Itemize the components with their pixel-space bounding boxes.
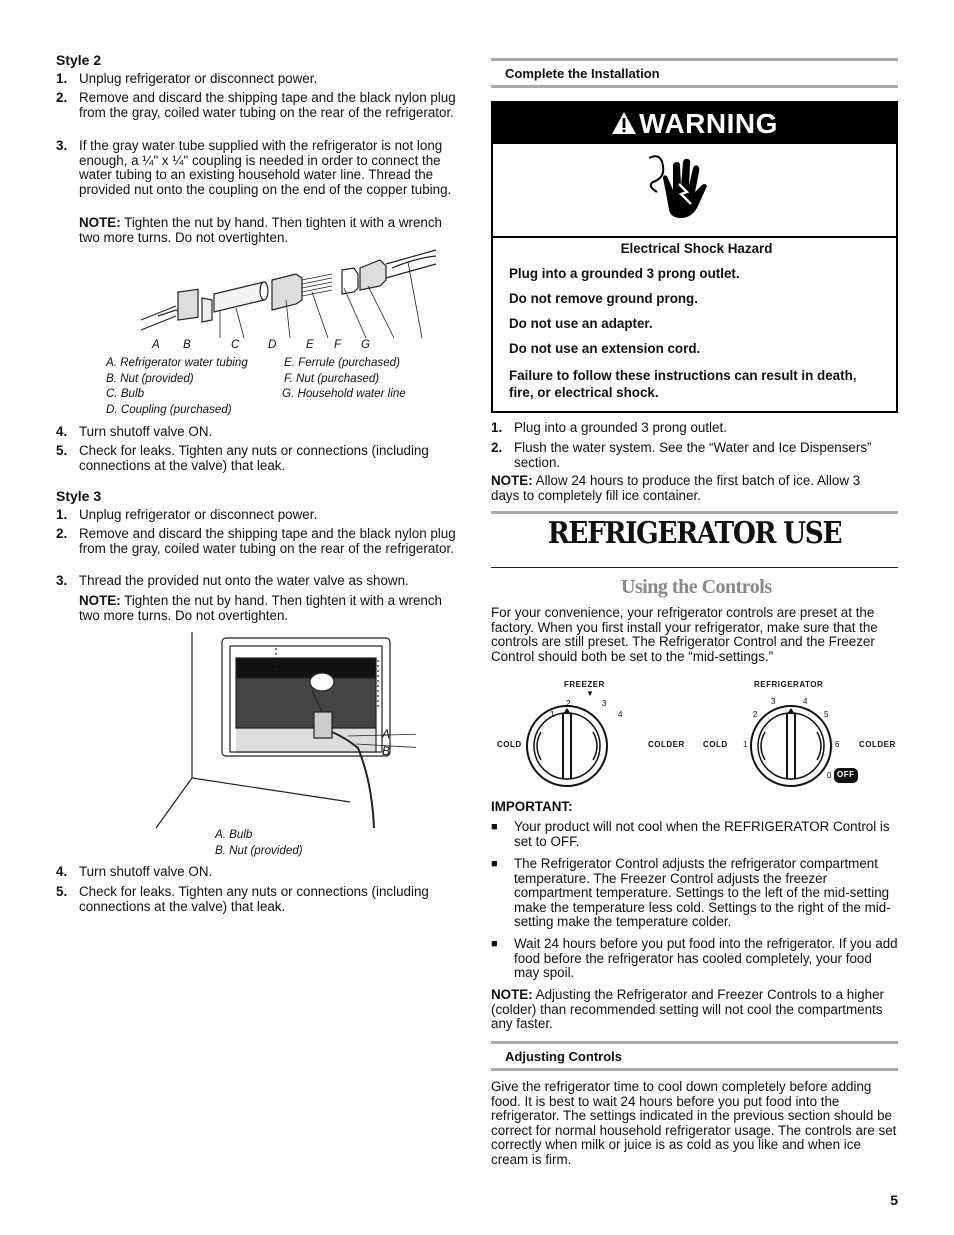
warning-line: Do not remove ground prong. xyxy=(509,291,698,306)
cold-label: COLD xyxy=(497,740,522,749)
colder-label: COLDER xyxy=(648,740,685,749)
divider xyxy=(491,511,898,514)
dial-tick: 4 xyxy=(803,697,808,706)
dial-tick: 3 xyxy=(602,699,607,708)
list-item: 4. Turn shutoff valve ON. xyxy=(56,424,213,439)
list-item: 3. If the gray water tube supplied with the refrigerator is not long enough, a ¼" x ¼" coupling is needed in order to connect the water tubing to an existing household water line. Thread the provided nut onto the coupling on the end of the copper tubing. xyxy=(56,138,452,197)
style3-note: NOTE: Tighten the nut by hand. Then tighten it with a wrench two more turns. Do not overtighten. xyxy=(79,593,442,623)
fig-letter: G xyxy=(361,338,371,351)
fig-letter: A xyxy=(382,727,391,741)
list-item: 2. Remove and discard the shipping tape and the black nylon plug from the gray, coiled water tubing on the rear of the refrigerator. xyxy=(56,526,456,556)
dial-tick: 3 xyxy=(771,697,776,706)
figure-caption: G. Household water line xyxy=(282,387,406,400)
figure-caption: E. Ferrule (purchased) xyxy=(284,356,400,369)
list-item: 1. Unplug refrigerator or disconnect power. xyxy=(56,507,318,522)
list-item: ■ The Refrigerator Control adjusts the refrigerator compartment temperature. The Freezer Control adjusts the freezer compartment temperature. Settings to the left of the mid-setting make the temperature less cold. Settings to the right of the mid-setting make the temperature colder. xyxy=(491,856,891,930)
subsection-title: Using the Controls xyxy=(621,576,772,598)
fig-letter: D xyxy=(268,338,277,351)
figure-caption: A. Refrigerator water tubing xyxy=(106,356,248,369)
divider xyxy=(491,567,898,568)
adjusting-controls-bar xyxy=(491,1041,898,1071)
fig-letter: E xyxy=(306,338,314,351)
list-item: 5. Check for leaks. Tighten any nuts or connections (including connections at the valve) that leak. xyxy=(56,884,429,914)
section-heading: Adjusting Controls xyxy=(505,1049,622,1064)
warning-line: Do not use an adapter. xyxy=(509,316,653,331)
off-badge: OFF xyxy=(834,768,858,783)
warning-line: Do not use an extension cord. xyxy=(509,341,701,356)
fig-letter: B xyxy=(183,338,191,351)
figure-caption: B. Nut (provided) xyxy=(106,372,194,385)
fig-letter: B xyxy=(382,744,391,758)
electric-shock-hand-icon xyxy=(643,152,713,228)
style3-heading: Style 3 xyxy=(56,488,102,504)
freezer-dial xyxy=(511,688,631,794)
water-valve-illustration xyxy=(126,632,416,832)
hazard-title: Electrical Shock Hazard xyxy=(620,241,773,256)
controls-note: NOTE: Adjusting the Refrigerator and Freezer Controls to a higher (colder) than recommended setting will not cool the compartments any faster. xyxy=(491,987,884,1032)
warning-line: Failure to follow these instructions can result in death, fire, or electrical shock. xyxy=(509,368,857,400)
warning-triangle-icon xyxy=(611,111,637,135)
warning-box xyxy=(491,101,898,413)
freezer-label: FREEZER xyxy=(564,680,605,689)
list-item: 1. Unplug refrigerator or disconnect power. xyxy=(56,71,318,86)
figure-caption: B. Nut (provided) xyxy=(215,844,303,857)
list-item: 5. Check for leaks. Tighten any nuts or connections (including connections at the valve) that leak. xyxy=(56,443,429,473)
figure-caption: C. Bulb xyxy=(106,387,145,400)
important-label: IMPORTANT: xyxy=(491,799,573,814)
intro-paragraph: For your convenience, your refrigerator controls are preset at the factory. When you first install your refrigerator, make sure that the controls are still preset. The Refrigerator Control and the Freezer Control should both be set to the “mid-settings.” xyxy=(491,605,878,664)
colder-label: COLDER xyxy=(859,740,896,749)
dial-tick: 4 xyxy=(618,710,623,719)
style2-heading: Style 2 xyxy=(56,52,102,68)
list-item: 4. Turn shutoff valve ON. xyxy=(56,864,213,879)
dial-tick: 2 xyxy=(753,710,758,719)
list-item: 2. Flush the water system. See the “Water and Ice Dispensers” section. xyxy=(491,440,872,470)
list-item: 3. Thread the provided nut onto the water valve as shown. xyxy=(56,573,409,588)
dial-tick: 6 xyxy=(835,740,840,749)
fig-letter: A xyxy=(152,338,160,351)
refrigerator-label: REFRIGERATOR xyxy=(754,680,824,689)
dial-tick: 2 xyxy=(566,699,571,708)
cold-label: COLD xyxy=(703,740,728,749)
warnicon-area xyxy=(493,144,896,238)
page-number: 5 xyxy=(890,1192,898,1208)
dial-zero: 0 xyxy=(827,771,832,780)
fig-letter: F xyxy=(334,338,342,351)
fig-letter: C xyxy=(231,338,240,351)
style2-note: NOTE: Tighten the nut by hand. Then tighten it with a wrench two more turns. Do not overtighten. xyxy=(79,215,442,245)
dial-tick-arrow: ▼ xyxy=(586,689,595,698)
section-title: REFRIGERATOR USE xyxy=(547,516,842,551)
warning-line: Plug into a grounded 3 prong outlet. xyxy=(509,266,740,281)
complete-installation-bar xyxy=(491,58,898,88)
figure-caption: A. Bulb xyxy=(215,828,253,841)
dial-tick: 1 xyxy=(743,740,748,749)
figure-caption: D. Coupling (purchased) xyxy=(106,403,232,416)
install-note: NOTE: Allow 24 hours to produce the first batch of ice. Allow 3 days to completely fill ice container. xyxy=(491,473,861,503)
figure-caption: F. Nut (purchased) xyxy=(284,372,380,385)
list-item: ■ Your product will not cool when the REFRIGERATOR Control is set to OFF. xyxy=(491,819,890,849)
list-item: 1. Plug into a grounded 3 prong outlet. xyxy=(491,420,727,435)
section-heading: Complete the Installation xyxy=(505,66,660,81)
list-item: ■ Wait 24 hours before you put food into the refrigerator. If you add food before the refrigerator has cooled completely, your food may spoil. xyxy=(491,936,898,981)
adjust-paragraph: Give the refrigerator time to cool down completely before adding food. It is best to wait 24 hours before you put food into the refrigerator. The settings indicated in the previous section should be correct for normal household refrigerator usage. The controls are set correctly when milk or juice is as cold as you like and when ice cream is firm. xyxy=(491,1079,897,1167)
list-item: 2. Remove and discard the shipping tape and the black nylon plug from the gray, coiled water tubing on the rear of the refrigerator. xyxy=(56,90,456,120)
dial-tick: 5 xyxy=(824,710,829,719)
warning-header: WARNING xyxy=(493,103,896,144)
dial-tick: 1 xyxy=(550,710,555,719)
